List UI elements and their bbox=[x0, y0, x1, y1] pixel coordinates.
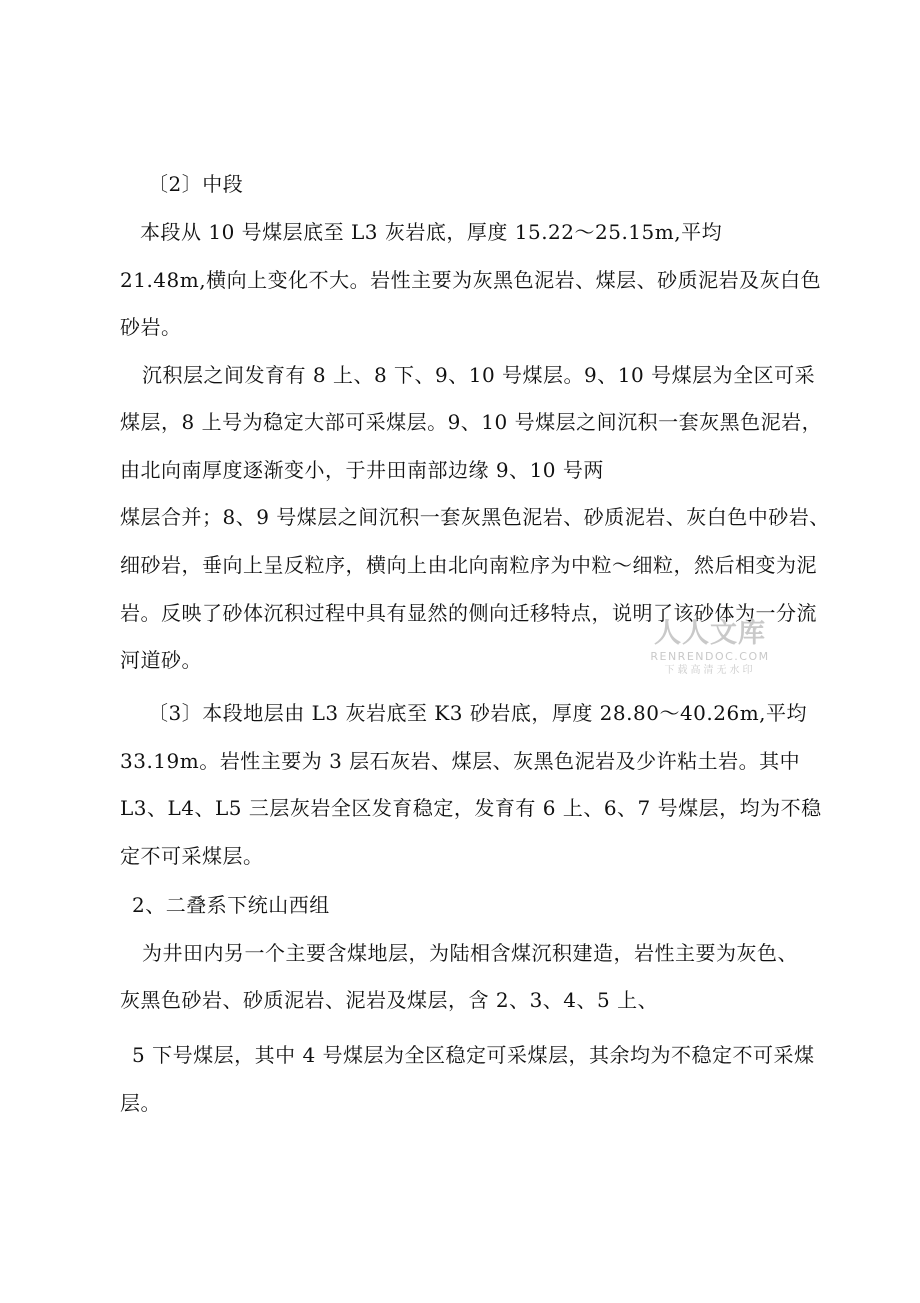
paragraph-line: 细砂岩，垂向上呈反粒序，横向上由北向南粒序为中粒～细粒，然后相变为泥 bbox=[120, 553, 817, 577]
watermark-site: RENRENDOC.COM bbox=[650, 650, 770, 663]
paragraph-line: 层。 bbox=[120, 1091, 161, 1115]
paragraph-line: 33.19m。岩性主要为 3 层石灰岩、煤层、灰黑色泥岩及少许粘土岩。其中 bbox=[120, 749, 801, 773]
paragraph-line: 〔3〕本段地层由 L3 灰岩底至 K3 砂岩底，厚度 28.80～40.26m,平均 bbox=[148, 701, 808, 725]
paragraph-line: 21.48m,横向上变化不大。岩性主要为灰黑色泥岩、煤层、砂质泥岩及灰白色 bbox=[120, 268, 822, 292]
paragraph-line: 本段从 10 号煤层底至 L3 灰岩底，厚度 15.22～25.15m,平均 bbox=[140, 220, 723, 244]
paragraph-line: 岩。反映了砂体沉积过程中具有显然的侧向迁移特点，说明了该砂体为一分流 bbox=[120, 601, 817, 625]
paragraph-line: 由北向南厚度逐渐变小，于井田南部边缘 9、10 号两 bbox=[120, 458, 604, 482]
paragraph-line: 河道砂。 bbox=[120, 648, 202, 672]
watermark-note: 下载高清无水印 bbox=[664, 665, 756, 676]
section-middle-heading: 〔2〕中段 bbox=[148, 172, 244, 196]
watermark-logo: 人人文库 bbox=[654, 618, 766, 649]
watermark bbox=[645, 618, 775, 678]
paragraph-line: 为井田内另一个主要含煤地层，为陆相含煤沉积建造，岩性主要为灰色、 bbox=[142, 941, 798, 965]
paragraph-line: 砂岩。 bbox=[120, 315, 182, 339]
paragraph-line: L3、L4、L5 三层灰岩全区发育稳定，发育有 6 上、6、7 号煤层，均为不稳 bbox=[120, 796, 822, 820]
paragraph-line: 沉积层之间发育有 8 上、8 下、9、10 号煤层。9、10 号煤层为全区可采 bbox=[142, 363, 816, 387]
paragraph-line: 定不可采煤层。 bbox=[120, 844, 264, 868]
paragraph-line: 煤层合并；8、9 号煤层之间沉积一套灰黑色泥岩、砂质泥岩、灰白色中砂岩、 bbox=[120, 505, 830, 529]
paragraph-line: 5 下号煤层，其中 4 号煤层为全区稳定可采煤层，其余均为不稳定不可采煤 bbox=[132, 1043, 815, 1067]
paragraph-line: 煤层，8 上号为稳定大部可采煤层。9、10 号煤层之间沉积一套灰黑色泥岩， bbox=[120, 410, 823, 434]
paragraph-line: 灰黑色砂岩、砂质泥岩、泥岩及煤层，含 2、3、4、5 上、 bbox=[120, 988, 659, 1012]
section-shanxi-heading: 2、二叠系下统山西组 bbox=[132, 893, 330, 917]
